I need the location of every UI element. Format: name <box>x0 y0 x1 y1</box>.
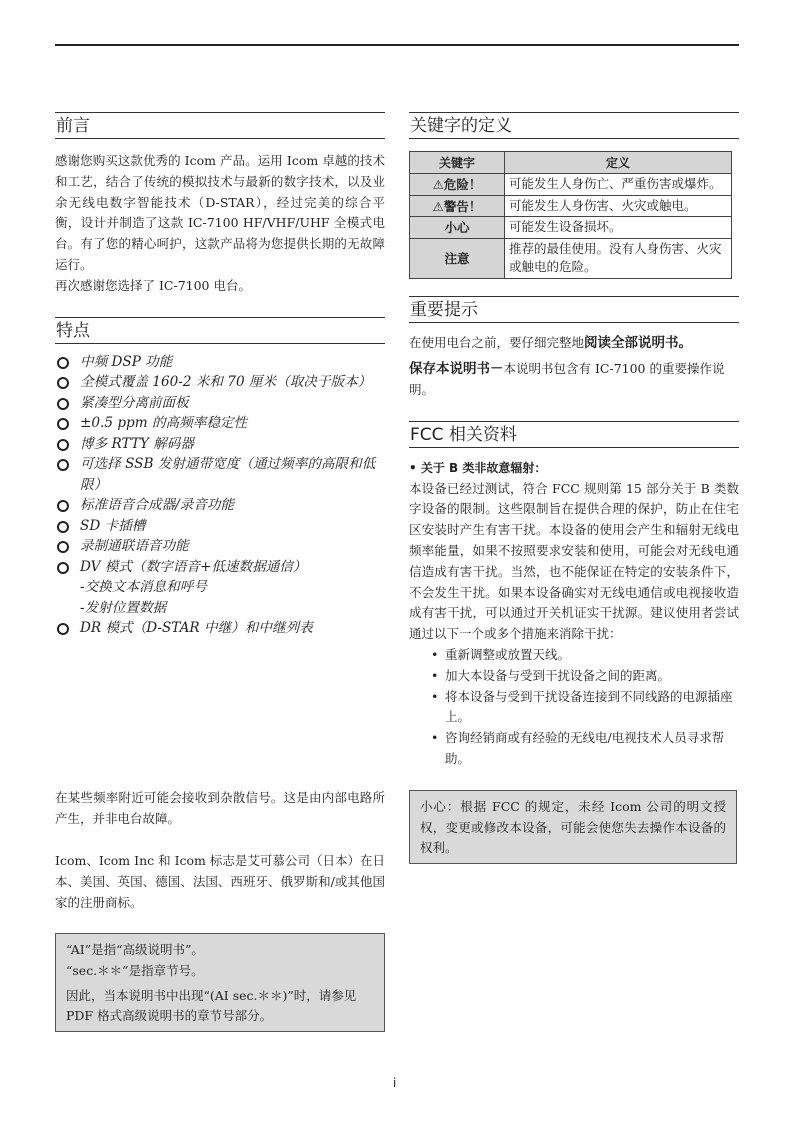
feature-item <box>55 413 385 434</box>
right-column <box>409 112 739 864</box>
feature-text: 可选择 SSB 发射通带宽度（通过频率的高限和低限） <box>80 456 376 493</box>
keyword-row-warning <box>410 195 732 217</box>
keyword-row-note <box>410 238 732 278</box>
feature-text: SD 卡插槽 <box>80 517 146 534</box>
fcc-measures-list <box>409 645 739 770</box>
circle-bullet-icon <box>57 439 69 451</box>
feature-text: DV 模式（数字语音+低速数据通信） <box>80 558 307 575</box>
circle-bullet-icon <box>57 541 69 553</box>
fcc-caution-text: 小心：根据 FCC 的规定，未经 Icom 公司的明文授权，变更或修改本设备，可能会使您失去操作本设备的权利。 <box>420 798 726 856</box>
left-column <box>55 112 385 1024</box>
manual-ref-line2: “sec.＊＊”是指章节号。 <box>66 962 204 978</box>
feature-text: 中频 DSP 功能 <box>80 353 173 370</box>
important-para1-emphasis: 阅读全部说明书。 <box>584 334 693 351</box>
feature-text: 紧凑型分离前面板 <box>80 394 189 411</box>
feature-subitem: -发射位置数据 <box>80 599 167 616</box>
important-para2 <box>409 359 739 401</box>
page-number: i <box>393 1076 397 1090</box>
preface-title: 前言 <box>55 112 385 139</box>
manual-ref-line3: 因此，当本说明书中出现“(AI sec.＊＊)”时，请参见 PDF 格式高级说明书的章节号部分。 <box>66 987 357 1024</box>
important-para1 <box>409 333 739 354</box>
feature-item <box>55 618 385 639</box>
spurious-note: 在某些频率附近可能会接收到杂散信号。这是由内部电路所产生，并非电台故障。 <box>55 790 385 826</box>
feature-item <box>55 495 385 516</box>
definition-column-header: 定义 <box>505 152 732 174</box>
circle-bullet-icon <box>57 357 69 369</box>
fcc-measure-item: • 重新调整或放置天线。 <box>431 647 571 663</box>
feature-text: 标准语音合成器/录音功能 <box>80 497 235 514</box>
feature-item <box>55 557 385 619</box>
feature-item <box>55 516 385 537</box>
keyword-row-danger <box>410 174 732 196</box>
feature-text: DR 模式（D-STAR 中继）和中继列表 <box>80 620 313 637</box>
keywords-title: 关键字的定义 <box>409 112 739 139</box>
keyword-note: 注意 <box>410 238 505 278</box>
top-rule <box>55 44 739 46</box>
circle-bullet-icon <box>57 521 69 533</box>
feature-item <box>55 372 385 393</box>
features-title: 特点 <box>55 317 385 344</box>
feature-item <box>55 454 385 495</box>
circle-bullet-icon <box>57 398 69 410</box>
manual-reference-box <box>55 933 385 1032</box>
circle-bullet-icon <box>57 500 69 512</box>
fcc-subhead: • 关于 B 类非故意辐射： <box>409 460 547 475</box>
feature-text: 博多 RTTY 解码器 <box>80 435 194 452</box>
trademark-note: Icom、Icom Inc 和 Icom 标志是艾可慕公司（日本）在日本、美国、英国、德国、法国、西班牙、俄罗斯和/或其他国家的注册商标。 <box>55 853 385 910</box>
circle-bullet-icon <box>57 562 69 574</box>
important-para2-rest: 本说明书包含有 IC-7100 的重要操作说明。 <box>409 361 725 398</box>
fcc-caution-box <box>409 790 737 864</box>
definition-note: 推荐的最佳使用。没有人身伤害、火灾或触电的危险。 <box>505 238 732 278</box>
feature-text: 全模式覆盖 160-2 米和 70 厘米（取决于版本） <box>80 374 372 391</box>
keyword-table <box>409 151 732 279</box>
keyword-danger: ⚠危险！ <box>410 174 505 196</box>
preface-para2: 再次感谢您选择了 IC-7100 电台。 <box>55 277 251 293</box>
circle-bullet-icon <box>57 377 69 389</box>
fcc-title: FCC 相关资料 <box>409 421 739 448</box>
preface-para1: 感谢您购买这款优秀的 Icom 产品。运用 Icom 卓越的技术和工艺，结合了传统的模拟技术与最新的数字技术，以及业余无线电数字智能技术（D-STAR），经过完美的综合平衡，设计并制造了这款 IC-7100 HF/VHF/UHF 全模式电台。有了您的精心呵护，这款产品将为您提供长期的无故障运行。 <box>55 153 385 272</box>
circle-bullet-icon <box>57 623 69 635</box>
feature-item <box>55 434 385 455</box>
important-para2-emphasis: 保存本说明书－ <box>409 361 504 378</box>
definition-caution: 可能发生设备损坏。 <box>505 217 732 239</box>
feature-item <box>55 352 385 373</box>
keyword-caution: 小心 <box>410 217 505 239</box>
fcc-measure-item: • 咨询经销商或有经验的无线电/电视技术人员寻求帮助。 <box>431 730 725 767</box>
feature-text: ±0.5 ppm 的高频率稳定性 <box>80 415 248 432</box>
manual-ref-line1: “AI”是指“高级说明书”。 <box>66 942 204 957</box>
definition-warning: 可能发生人身伤害、火灾或触电。 <box>505 195 732 217</box>
fcc-body: 本设备已经过测试，符合 FCC 规则第 15 部分关于 B 类数字设备的限制。这些限制旨在提供合理的保护，防止在住宅区安装时产生有害干扰。本设备的使用会产生和辐射无线电频率能量，如果不按照要求安装和使用，可能会对无线电通信造成有害干扰。当然，也不能保证在特定的安装条件下，不会发生干扰。如果本设备确实对无线电通信或电视接收造成有害干扰，可以通过开关机证实干扰源。建议使用者尝试通过以下一个或多个措施来消除干扰： <box>409 480 739 642</box>
definition-danger: 可能发生人身伤亡、严重伤害或爆炸。 <box>505 174 732 196</box>
keyword-warning: ⚠警告！ <box>410 195 505 217</box>
feature-item <box>55 393 385 414</box>
feature-subitem: -交换文本消息和呼号 <box>80 579 207 596</box>
important-para1-prefix: 在使用电台之前，要仔细完整地 <box>409 334 585 350</box>
keyword-column-header: 关键字 <box>410 152 505 174</box>
circle-bullet-icon <box>57 418 69 430</box>
keyword-row-caution <box>410 217 732 239</box>
feature-text: 录制通联语音功能 <box>80 538 189 555</box>
circle-bullet-icon <box>57 459 69 471</box>
fcc-measure-item: • 加大本设备与受到干扰设备之间的距离。 <box>431 667 671 683</box>
important-title: 重要提示 <box>409 296 739 323</box>
features-list <box>55 352 385 639</box>
fcc-measure-item: • 将本设备与受到干扰设备连接到不同线路的电源插座上。 <box>431 688 733 725</box>
feature-item <box>55 536 385 557</box>
